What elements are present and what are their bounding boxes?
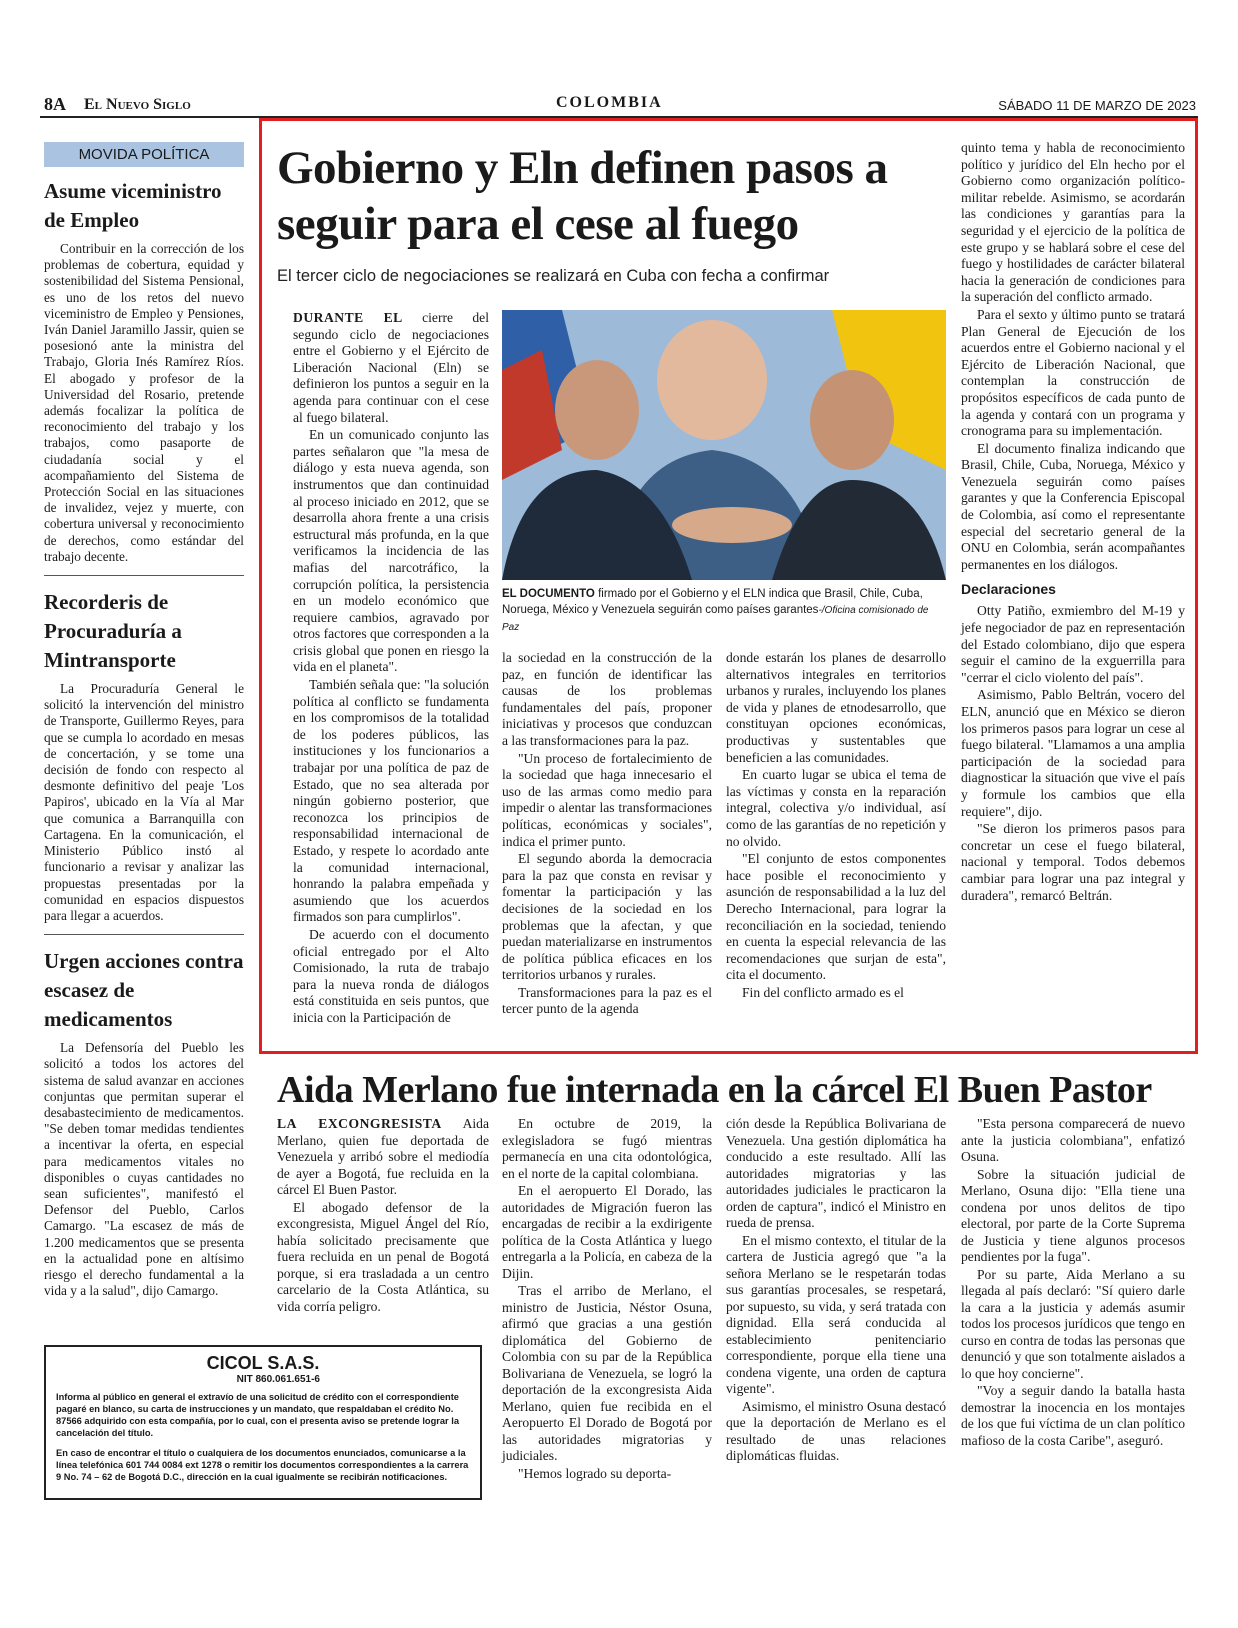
page-folio: 8A: [44, 94, 66, 114]
article-paragraph: El documento finaliza indicando que Brasil, Chile, Cuba, Noruega, México y Venezuela seguirán como países garantes y que la Conferencia Episcopal de Colombia, así como el representante especial del secretario general de la ONU en Colombia, serán acompañantes permanentes en los diálogos.: [961, 440, 1185, 572]
article-column: [277, 1116, 489, 1316]
article-paragraph: Para el sexto y último punto se tratará Plan General de Ejecución de los acuerdos entre el Gobierno nacional y el Ejército de Liberación Nacional, que contemplan la construcción de propósitos específicos de cada punto de la agenda y contará con un programa y cronograma para su implementación.: [961, 306, 1185, 439]
legal-notice-box: [44, 1345, 482, 1500]
article-column: [726, 1116, 946, 1466]
issue-date: SÁBADO 11 DE MARZO DE 2023: [998, 98, 1196, 113]
notice-text: En caso de encontrar el título o cualquiera de los documentos enunciados, comunicarse a la línea telefónica 601 744 0084 ext 1278 o remitir los documentos correspondientes a la carrera 9 No. 74 – 62 de Bogotá D.C., dirección en la cual igualmente se recibirán notificaciones.: [56, 1448, 469, 1482]
article-paragraph: donde estarán los planes de desarrollo alternativos integrales en territorios urbanos y rurales, incluyendo los planes de vida y planes de etnodesarrollo, que constituyan opciones económicas, productivas y sustentables que beneficien a las comunidades.: [726, 650, 946, 765]
sidebar-item-title: Urgen acciones contra escasez de medicamentos: [44, 949, 244, 1032]
lead-caps: LA EXCONGRESISTA: [277, 1116, 442, 1131]
article-paragraph: El segundo aborda la democracia para la paz que consta en revisar y fomentar la participación y las decisiones de la sociedad en los problemas que la afectan, y que puedan materializarse en instrumentos de política pública eficaces en los territorios urbanos y rurales.: [502, 851, 712, 983]
caption-lead: EL DOCUMENTO: [502, 588, 595, 600]
sidebar-item-text: La Defensoría del Pueblo les solicitó a todos los actores del sistema de salud avanzar en acciones conjuntas que permitan superar el desabastecimiento de medicamentos. "Se deben tomar medidas tendientes a incentivar la oferta, en especial para medicamentos vitales no disponibles o cuyas cantidades no sean suficientes", manifestó el Defensor del Pueblo, Carlos Camargo. "La escasez de más de 1.200 medicamentos que se presenta en la actualidad pone en altísimo riesgo el derecho fundamental a la vida y a la salud", dijo Camargo.: [44, 1040, 244, 1299]
article-column: [502, 650, 712, 1019]
article-headline: Gobierno y Eln definen pasos a seguir para el cese al fuego: [277, 142, 888, 250]
sidebar-item-title: Recorderis de Procuraduría a Mintransporte: [44, 590, 182, 673]
article-paragraph: "Voy a seguir dando la batalla hasta demostrar la inocencia en los montajes de los que fui víctima de un clan político mafioso de la costa Caribe", aseguró.: [961, 1383, 1185, 1448]
article-paragraph: En un comunicado conjunto las partes señalaron que "la mesa de diálogo y esta nueva agenda, son instrumentos que dan continuidad al proceso iniciado en 2012, que se desarrolla ahora frente a una crisis estructural más profunda, en la que verificamos la incidencia de las mafias del narcotráfico, la corrupción política, la persistencia en un modelo económico que requiere cambios, agravado por otros factores que corresponden a la crisis global que ponen en riesgo la vida en el planeta".: [293, 427, 489, 675]
article-paragraph: También señala que: "la solución política al conflicto se fundamenta en los compromisos de la totalidad de los poderes públicos, las instituciones y los funcionarios a trabajar por una política de paz de Estado, que no sea alterada por ningún gobierno posterior, que reconozca los principios de responsabilidad internacional de Estado, y respete lo acordado ante la comunidad internacional, honrando la palabra empeñada y asumiendo que los acuerdos firmados son para cumplirlos".: [293, 677, 489, 925]
article-paragraph: Por su parte, Aida Merlano a su llegada al país declaró: "Sí quiero darle la cara a la justicia y además asumir todos los procesos jurídicos que tengo en curso en contra de todas las personas que denunció y que son totalmente aislados a lo que hoy concierne".: [961, 1266, 1185, 1381]
article-paragraph: Asimismo, el ministro Osuna destacó que la deportación de Merlano es el resultado de unas relaciones diplomáticas fluidas.: [726, 1398, 946, 1463]
article-paragraph: "Hemos logrado su deporta-: [518, 1465, 672, 1481]
article-paragraph: Asimismo, Pablo Beltrán, vocero del ELN, anunció que en México se dieron los primeros pasos para lograr un cese al fuego bilateral. "Llamamos a una amplia participación de la sociedad para diagnosticar la situación que vive el país y formule los cambios que ella requiere", dijo.: [961, 687, 1185, 819]
article-paragraph: la sociedad en la construcción de la paz, en función de identificar las causas de los problemas fundamentales del país, proponer iniciativas y procesos que conduzcan a las transformaciones para la paz.: [502, 650, 712, 748]
article-paragraph: En el mismo contexto, el titular de la cartera de Justicia agregó que "a la señora Merlano se le respetarán todas sus garantías procesales, se respetará, por supuesto, su vida, y será tratada con dignidad. Ella será conducida al establecimiento penitenciario correspondiente, porque ella tiene una condena vigente, una orden de captura vigente".: [726, 1232, 946, 1396]
photo-caption: [502, 586, 946, 636]
article-paragraph: En el aeropuerto El Dorado, las autoridades de Migración fueron las encargadas de recibir a la exdirigente política de la Costa Atlántica y luego entregarla a la Policía, en cabeza de la Dijin.: [502, 1183, 712, 1281]
sidebar-item-text: Contribuir en la corrección de los problemas de cobertura, equidad y sostenibilidad del Sistema Pensional, es uno de los retos del nuevo viceministro de Empleo y Pensiones, Iván Daniel Jaramillo Jassir, quien se posesionó ante la ministra del Trabajo, Gloria Inés Ramírez Ríos. El abogado y profesor de la Universidad del Rosario, pretende además focalizar la política de reconocimiento del trabajo y los trabajos, como pasaporte de ciudadanía social y el acompañamiento del Sistema de Protección Social en las situaciones de invalidez, vejez y muerte, con cobertura universal y reconocimiento de derechos, como estándar del trabajo decente.: [44, 241, 244, 564]
photo-illustration: [502, 310, 946, 580]
article-paragraph: quinto tema y habla de reconocimiento político y jurídico del Eln hecho por el Gobierno como organización político-militar rebelde. Asimismo, se acordarán las condiciones y garantías para la seguridad y el ejercicio de la política de este grupo y se hablará sobre el cese del fuego y hostilidades de carácter bilateral hacia la generación de condiciones para la superación del conflicto armado.: [961, 140, 1185, 305]
article-paragraph: DURANTE EL cierre del segundo ciclo de negociaciones entre el Gobierno y el Ejército de Liberación Nacional (Eln) se definieron los puntos a seguir en la agenda para continuar con el cese al fuego bilateral.: [293, 310, 489, 425]
caption-text: firmado por el Gobierno y el ELN indica que Brasil, Chile, Cuba, Noruega, México y Venezuela seguirán como países garantes: [502, 588, 923, 616]
article-paragraph: Fin del conflicto armado es el: [742, 984, 904, 1000]
article-paragraph: Otty Patiño, exmiembro del M-19 y jefe negociador de paz en representación del Estado colombiano, dijo que espera seguir el camino de la exguerrilla para "cerrar el ciclo violento del país".: [961, 603, 1185, 685]
article-photo: [502, 310, 946, 580]
article-paragraph: En cuarto lugar se ubica el tema de las víctimas y consta en la reparación integral, colectiva y/o individual, así como de las garantías de no repetición y no olvido.: [726, 767, 946, 849]
lead-caps: DURANTE EL: [293, 310, 403, 325]
sidebar-item-title: Asume viceministro de Empleo: [44, 179, 222, 232]
section-subheading: Declaraciones: [961, 581, 1056, 598]
section-title: COLOMBIA: [556, 94, 663, 111]
sidebar: [44, 142, 244, 1300]
article-column: [293, 310, 489, 1028]
article-paragraph: En octubre de 2019, la exlegisladora se fugó mientras permanecía en una cita odontológica, en el norte de la capital colombiana.: [502, 1116, 712, 1181]
divider: [44, 934, 244, 935]
article-subhead: El tercer ciclo de negociaciones se realizará en Cuba con fecha a confirmar: [277, 267, 830, 285]
article-paragraph: "El conjunto de estos componentes hace posible el reconocimiento y asunción de responsabilidad a la luz del Derecho Internacional, para lograr la reconciliación en la sociedad, teniendo en cuenta la especial relevancia de las recomendaciones que surjan de esta", cita el documento.: [726, 851, 946, 983]
article-column: [726, 650, 946, 1002]
article-headline: Aida Merlano fue internada en la cárcel El Buen Pastor: [277, 1069, 1152, 1111]
article-paragraph: El abogado defensor de la excongresista, Miguel Ángel del Río, había solicitado precisamente que fuera recluida en un penal de Bogotá porque, si era trasladada a un centro carcelario de la Costa Atlántica, su vida corría peligro.: [277, 1199, 489, 1314]
article-paragraph: Sobre la situación judicial de Merlano, Osuna dijo: "Ella tiene una condena por unos delitos de tipo electoral, por parte de la Corte Suprema de Justicia y tiene algunos procesos pendientes por la fuga".: [961, 1166, 1185, 1264]
notice-text: Informa al público en general el extravío de una solicitud de crédito con el correspondiente pagaré en blanco, su carta de instrucciones y un mandato, que respaldaban el crédito No. 87566 adquirido con esta compañía, por lo cual, con el presenta aviso se pretende lograr la cancelación del título.: [56, 1392, 459, 1438]
article-paragraph: "Esta persona comparecerá de nuevo ante la justicia colombiana", enfatizó Osuna.: [961, 1116, 1185, 1164]
article-column: [502, 1116, 712, 1483]
article-paragraph: "Se dieron los primeros pasos para concretar un cese el fuego bilateral, nacional y temporal. Todos debemos cambiar para lograr una paz integral y duradera", remarcó Beltrán.: [961, 821, 1185, 903]
notice-nit: NIT 860.061.651-6: [236, 1374, 320, 1385]
article-column: [961, 1116, 1185, 1450]
sidebar-item-text: La Procuraduría General le solicitó la intervención del ministro de Transporte, Guillermo Reyes, para que se cumpla lo acordado en mesas de concertación, y se tome una decisión de fondo con respecto al desmonte definitivo del peaje 'Los Papiros', ubicado en la Vía al Mar que comunica a Barranquilla con Cartagena. En la comunicación, el Ministerio Público instó al funcionario a revisar y analizar las propuestas presentadas por la comunidad en espacios dispuestos para llegar a acuerdos.: [44, 681, 244, 923]
article-paragraph: LA EXCONGRESISTA Aida Merlano, quien fue deportada de Venezuela y arribó sobre el mediodía de ayer a Bogotá, fue recluida en la cárcel El Buen Pastor.: [277, 1116, 489, 1197]
article-paragraph: Transformaciones para la paz es el tercer punto de la agenda: [502, 984, 712, 1017]
article-paragraph: De acuerdo con el documento oficial entregado por el Alto Comisionado, la ruta de trabajo para la nueva ronda de diálogos está constituida en seis puntos, que inicia con la Participación de: [293, 926, 489, 1025]
article-paragraph: Tras el arribo de Merlano, el ministro de Justicia, Néstor Osuna, afirmó que gracias a una gestión diplomática del Gobierno de Colombia con su par de la República Bolivariana de Venezuela, se logró la deportación de la excongresista Aida Merlano, quien fue recibida en el Aeropuerto El Dorado de Bogotá por las autoridades migratorias y judiciales.: [502, 1283, 712, 1463]
sidebar-banner: MOVIDA POLÍTICA: [44, 142, 244, 167]
photo-credit: -/Oficina comisionado de Paz: [502, 605, 929, 633]
article-paragraph: ción desde la República Bolivariana de Venezuela. Una gestión diplomática ha conducido a este resultado. Allí las autoridades migratorias y las autoridades judiciales le practicaron la orden de captura", indicó el Ministro en rueda de prensa.: [726, 1116, 946, 1230]
divider: [44, 575, 244, 576]
article-column: [961, 140, 1185, 905]
article-paragraph: "Un proceso de fortalecimiento de la sociedad que haga innecesario el uso de las armas como medio para impedir o alentar las transformaciones políticas, económicas y sociales", indica el primer punto.: [502, 750, 712, 849]
notice-title: CICOL S.A.S.: [206, 1353, 320, 1373]
newspaper-name: El Nuevo Siglo: [84, 96, 191, 113]
